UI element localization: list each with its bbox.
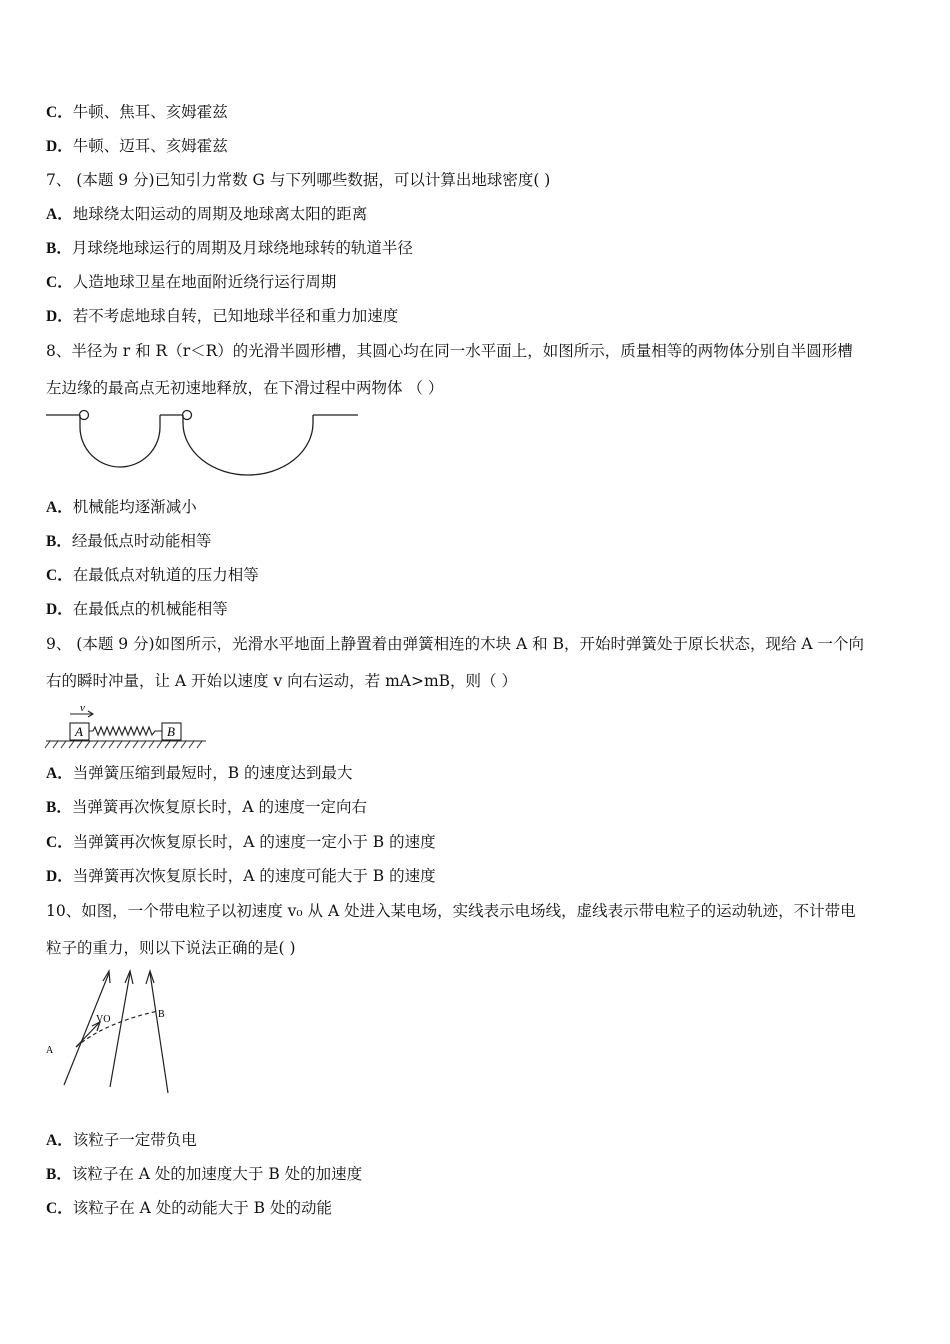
option-text: 在最低点的机械能相等 (72, 600, 228, 618)
option-letter: A． (46, 1132, 73, 1149)
option-letter: B． (46, 799, 72, 816)
spring (89, 727, 162, 735)
small-ball (80, 411, 89, 420)
option-text: 机械能均逐渐减小 (72, 498, 197, 516)
option-letter: A． (46, 206, 73, 223)
q9-option-d (46, 866, 436, 887)
option-letter: D． (46, 138, 73, 155)
option-text: 月球绕地球运行的周期及月球绕地球转的轨道半径 (71, 239, 413, 257)
q7-option-b (46, 238, 413, 259)
option-letter: B． (46, 533, 72, 550)
q7-option-c (46, 272, 336, 293)
option-letter: C． (46, 274, 73, 291)
q9-stem-line2: 右的瞬时冲量，让 A 开始以速度 v 向右运动，若 mA>mB，则（ ） (46, 672, 517, 690)
option-letter: C． (46, 1200, 73, 1217)
option-letter: B． (46, 240, 72, 257)
option-text: 经最低点时动能相等 (71, 532, 212, 550)
option-letter: B． (46, 1166, 72, 1183)
q7-stem: 7、 (本题 9 分)已知引力常数 G 与下列哪些数据，可以计算出地球密度( ) (46, 171, 551, 189)
option-letter: A． (46, 499, 73, 516)
block-a-label: A (75, 724, 83, 739)
option-text: 当弹簧再次恢复原长时，A 的速度一定向右 (71, 798, 367, 816)
option-text: 若不考虑地球自转，已知地球半径和重力加速度 (72, 307, 399, 325)
option-letter: D． (46, 308, 73, 325)
field-line-left (64, 973, 109, 1085)
option-letter: C． (46, 567, 73, 584)
q9-option-a (46, 763, 353, 784)
q8-semicircle-figure (44, 405, 362, 480)
large-semicircle-groove (183, 423, 313, 475)
field-line-right-arrow (146, 971, 154, 984)
q8-stem-line1: 8、半径为 r 和 R（r＜R）的光滑半圆形槽，其圆心均在同一水平面上，如图所示，质量相等的两物体分别自半圆形槽 (46, 342, 853, 360)
q6-option-d (46, 136, 228, 157)
q8-option-b (46, 531, 211, 552)
v0-label: VO (96, 1014, 111, 1025)
option-letter: C． (46, 104, 73, 121)
q8-option-a (46, 497, 197, 518)
q10-option-c (46, 1198, 332, 1219)
field-line-left-arrow (103, 971, 110, 983)
option-text: 人造地球卫星在地面附近绕行运行周期 (72, 273, 337, 291)
q9-option-c (46, 832, 436, 853)
option-text: 该粒子一定带负电 (72, 1131, 197, 1149)
block-b-label: B (167, 724, 175, 739)
option-text: 该粒子在 A 处的加速度大于 B 处的加速度 (71, 1165, 363, 1183)
field-line-right (150, 973, 168, 1093)
q9-spring-blocks-figure (44, 700, 210, 752)
option-text: 当弹簧再次恢复原长时，A 的速度一定小于 B 的速度 (72, 833, 436, 851)
point-a-label: A (46, 1045, 54, 1056)
particle-trajectory (76, 1011, 158, 1047)
q8-option-c (46, 565, 259, 586)
q7-option-a (46, 204, 367, 225)
large-ball (183, 411, 192, 420)
field-line-middle (110, 973, 130, 1087)
q8-stem-line2: 左边缘的最高点无初速地释放，在下滑过程中两物体 （ ） (46, 379, 444, 397)
option-text: 当弹簧再次恢复原长时，A 的速度可能大于 B 的速度 (72, 867, 436, 885)
q10-option-b (46, 1164, 362, 1185)
q9-option-b (46, 797, 367, 818)
option-letter: D． (46, 601, 73, 618)
ground-hatching (45, 741, 202, 748)
q10-option-a (46, 1130, 197, 1151)
small-semicircle-groove (80, 427, 160, 467)
q7-option-d (46, 306, 398, 327)
option-text: 牛顿、焦耳、亥姆霍兹 (72, 103, 228, 121)
option-text: 该粒子在 A 处的动能大于 B 处的动能 (72, 1199, 332, 1217)
option-letter: D． (46, 868, 73, 885)
q8-option-d (46, 599, 228, 620)
q6-option-c (46, 102, 228, 123)
q10-electric-field-figure (44, 965, 174, 1095)
option-letter: C． (46, 834, 73, 851)
q10-stem-line1: 10、如图，一个带电粒子以初速度 v₀ 从 A 处进入某电场，实线表示电场线，虚线表示带电粒子的运动轨迹，不计带电 (46, 902, 856, 920)
velocity-label: v (80, 702, 85, 714)
q9-stem-line1: 9、 (本题 9 分)如图所示，光滑水平地面上静置着由弹簧相连的木块 A 和 B，开始时弹簧处于原长状态，现给 A 一个向 (46, 635, 865, 653)
option-letter: A． (46, 765, 73, 782)
option-text: 当弹簧压缩到最短时，B 的速度达到最大 (72, 764, 353, 782)
option-text: 牛顿、迈耳、亥姆霍兹 (72, 137, 228, 155)
option-text: 在最低点对轨道的压力相等 (72, 566, 259, 584)
point-b-label: B (158, 1009, 165, 1020)
option-text: 地球绕太阳运动的周期及地球离太阳的距离 (72, 205, 368, 223)
q10-stem-line2: 粒子的重力，则以下说法正确的是( ) (46, 939, 296, 957)
